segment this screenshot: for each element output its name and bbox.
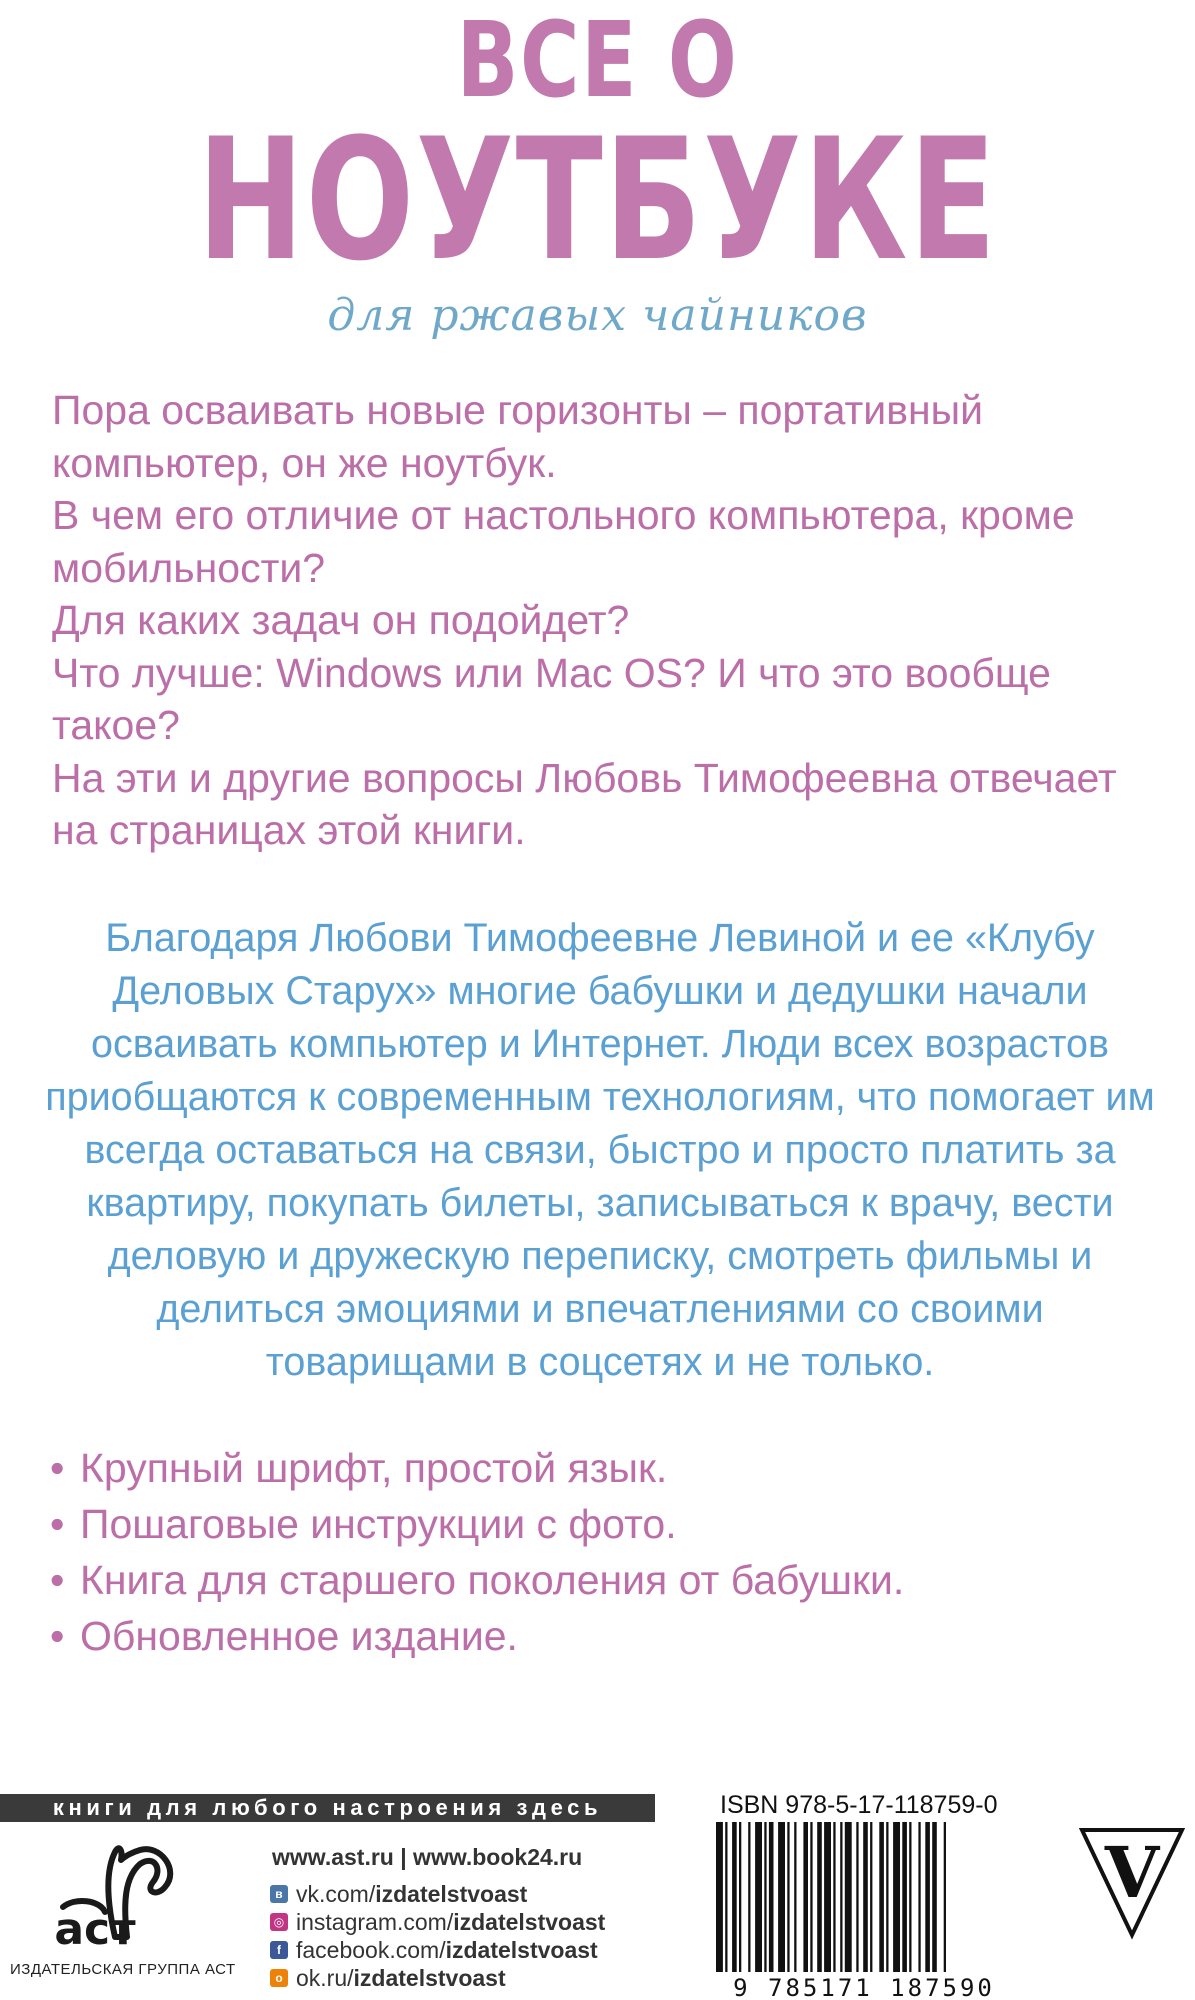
bullet-marker: • xyxy=(50,1445,65,1491)
bullet-marker: • xyxy=(50,1501,65,1547)
book-title-line2: НОУТБУКЕ xyxy=(197,102,998,298)
social-prefix: instagram.com/ xyxy=(296,1908,454,1935)
odnoklassniki-icon: о xyxy=(270,1969,288,1987)
publisher-v-logo xyxy=(1077,1825,1187,1940)
intro-paragraph: В чем его отличие от настольного компьютера, кроме мобильности? xyxy=(52,492,1075,591)
barcode-bars xyxy=(716,1822,946,1982)
barcode-bar xyxy=(902,1822,907,1982)
intro-paragraph: Для каких задач он подойдет? xyxy=(52,597,630,643)
social-handle: izdatelstvoast xyxy=(453,1908,606,1935)
logo-text: аст xyxy=(54,1904,136,1952)
feature-text: Обновленное издание. xyxy=(80,1613,518,1659)
barcode-bar xyxy=(840,1822,842,1982)
isbn-barcode xyxy=(712,1822,1017,2000)
barcode-bar xyxy=(810,1822,812,1982)
barcode-bar xyxy=(787,1822,789,1982)
feature-text: Книга для старшего поколения от бабушки. xyxy=(80,1557,905,1603)
barcode-bar xyxy=(803,1822,808,1982)
barcode-bar xyxy=(732,1822,737,1982)
barcode-bar xyxy=(886,1822,888,1982)
barcode-bar xyxy=(833,1822,835,1982)
feature-list xyxy=(50,1440,1150,1664)
barcode-bar xyxy=(748,1822,750,1982)
isbn-number: ISBN 978-5-17-118759-0 xyxy=(720,1791,998,1819)
feature-item xyxy=(50,1552,1150,1608)
feature-item xyxy=(50,1496,1150,1552)
barcode-bar xyxy=(863,1822,868,1982)
social-handle: izdatelstvoast xyxy=(375,1880,528,1907)
vk-icon: в xyxy=(270,1885,288,1903)
instagram-icon: ◎ xyxy=(270,1913,288,1931)
feature-text: Пошаговые инструкции с фото. xyxy=(80,1501,677,1547)
social-link-vk[interactable] xyxy=(270,1880,660,1908)
ast-logo xyxy=(45,1842,205,1952)
publisher-websites[interactable]: www.ast.ru | www.book24.ru xyxy=(272,1844,583,1870)
barcode-bar xyxy=(925,1822,930,1982)
publisher-caption: ИЗДАТЕЛЬСКАЯ ГРУППА АСТ xyxy=(10,1961,236,1978)
barcode-bar xyxy=(769,1822,774,1982)
social-prefix: vk.com/ xyxy=(296,1880,376,1907)
barcode-bar xyxy=(764,1822,766,1982)
barcode-bar xyxy=(716,1822,723,1982)
social-links xyxy=(270,1880,660,1992)
bullet-marker: • xyxy=(50,1557,65,1603)
social-link-instagram[interactable] xyxy=(270,1908,660,1936)
book-title-line1: ВСЕ О xyxy=(456,0,739,121)
barcode-bar xyxy=(824,1822,831,1982)
barcode-bar xyxy=(932,1822,937,1982)
intro-paragraph: На эти и другие вопросы Любовь Тимофеевна отвечает на страницах этой книги. xyxy=(52,754,1117,853)
barcode-bar xyxy=(817,1822,822,1982)
barcode-bar xyxy=(794,1822,796,1982)
barcode-bar xyxy=(725,1822,727,1982)
feature-item xyxy=(50,1440,1150,1496)
v-logo-letter: V xyxy=(1104,1831,1160,1914)
barcode-bar xyxy=(856,1822,858,1982)
book-subtitle: для ржавых чайников xyxy=(327,290,868,341)
facebook-icon: f xyxy=(270,1941,288,1959)
barcode-bar xyxy=(845,1822,852,1982)
author-blurb: Благодаря Любови Тимофеевне Левиной и ее «Клубу Деловых Старух» многие бабушки и дедушки начали осваивать компьютер и Интернет. Люди всех возрастов приобщаются к современным технологиям, что помогает им всегда оставаться на связи, быстро и просто платить за квартиру, покупать билеты, записываться к врачу, вести деловую и дружескую переписку, смотреть фильмы и делиться эмоциями и впечатлениями со своими товарищами в соцсетях и не только. xyxy=(45,916,1155,1384)
intro-section xyxy=(52,384,1162,857)
social-link-facebook[interactable] xyxy=(270,1936,660,1964)
social-prefix: ok.ru/ xyxy=(296,1964,354,1991)
intro-paragraph: Пора осваивать новые горизонты – портативный компьютер, он же ноутбук. xyxy=(52,387,984,486)
social-prefix: facebook.com/ xyxy=(296,1936,446,1963)
barcode-bar xyxy=(918,1822,920,1982)
barcode-bar xyxy=(755,1822,762,1982)
barcode-bar xyxy=(909,1822,911,1982)
slogan-bar: книги для любого настроения здесь xyxy=(0,1794,655,1822)
barcode-bar xyxy=(778,1822,785,1982)
barcode-bar xyxy=(879,1822,884,1982)
barcode-bar xyxy=(893,1822,900,1982)
social-handle: izdatelstvoast xyxy=(353,1964,506,1991)
social-handle: izdatelstvoast xyxy=(445,1936,598,1963)
barcode-digits: 9 785171 187590 xyxy=(733,1974,995,2000)
intro-paragraph: Что лучше: Windows или Mac OS? И что это вообще такое? xyxy=(52,649,1051,748)
barcode-bar xyxy=(870,1822,872,1982)
barcode-bar xyxy=(944,1822,946,1982)
feature-item xyxy=(50,1608,1150,1664)
barcode-bar xyxy=(739,1822,741,1982)
bullet-marker: • xyxy=(50,1613,65,1659)
social-link-odnoklassniki[interactable] xyxy=(270,1964,660,1992)
feature-text: Крупный шрифт, простой язык. xyxy=(80,1445,668,1491)
